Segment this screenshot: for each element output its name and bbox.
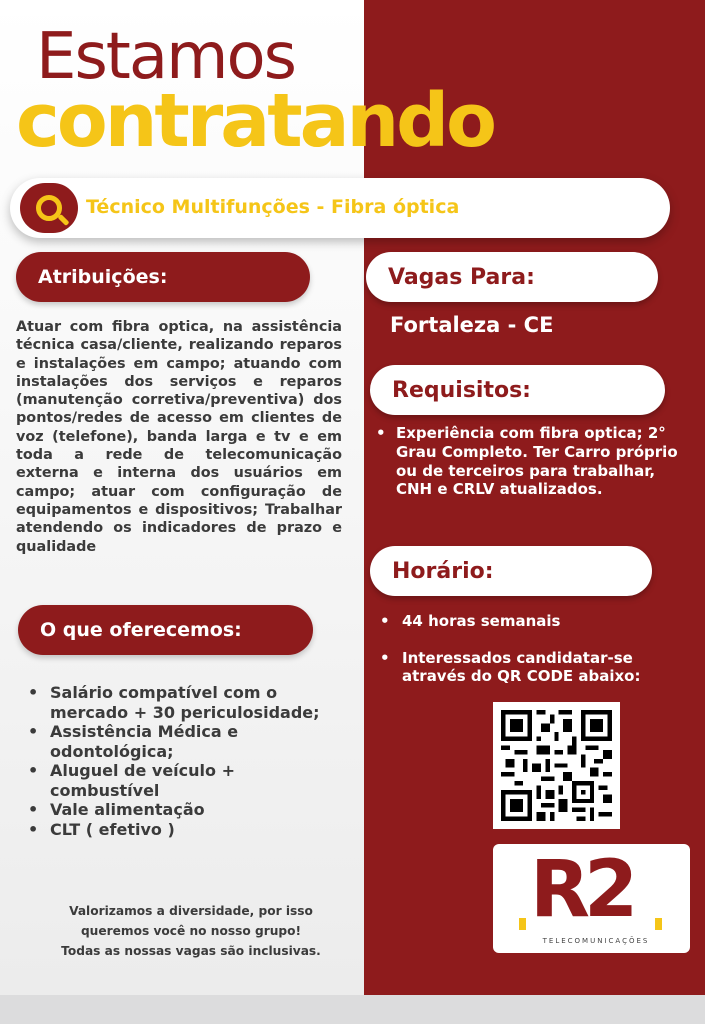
logo-subtitle: TELECOMUNICAÇÕES xyxy=(542,937,650,945)
logo-accent xyxy=(655,918,662,930)
horario-heading: Horário: xyxy=(370,546,652,596)
headline-contratando: contratando xyxy=(16,78,494,164)
horario-list xyxy=(380,612,690,704)
list-item: • Vale alimentação xyxy=(28,800,348,820)
oferecemos-list xyxy=(28,683,348,839)
logo-mark: R2 xyxy=(530,845,633,935)
list-item: • Experiência com fibra optica; 2° Grau Completo. Ter Carro próprio ou de terceiros para trabalhar, CNH e CRLV atualizados. xyxy=(376,424,686,499)
search-icon xyxy=(20,183,78,233)
headline-estamos: Estamos xyxy=(36,20,295,94)
list-item: • Aluguel de veículo + combustível xyxy=(28,761,348,800)
vagas-city: Fortaleza - CE xyxy=(390,313,554,337)
requisitos-heading: Requisitos: xyxy=(370,365,665,415)
list-item: • CLT ( efetivo ) xyxy=(28,820,348,840)
job-title: Técnico Multifunções - Fibra óptica xyxy=(86,196,460,218)
footer-line: Todas as nossas vagas são inclusivas. xyxy=(61,944,321,958)
list-item: • Assistência Médica e odontológica; xyxy=(28,722,348,761)
footer-line: queremos você no nosso grupo! xyxy=(80,924,302,938)
list-item: • 44 horas semanais xyxy=(380,612,690,631)
vagas-heading: Vagas Para: xyxy=(366,252,658,302)
footer-line: Valorizamos a diversidade, por isso xyxy=(69,904,313,918)
bottom-strip xyxy=(0,995,705,1024)
logo-accent xyxy=(519,918,526,930)
footer-note xyxy=(36,901,346,961)
qr-code-icon xyxy=(501,710,612,821)
qr-code[interactable] xyxy=(493,702,620,829)
oferecemos-heading: O que oferecemos: xyxy=(18,605,313,655)
list-item: • Salário compatível com o mercado + 30 periculosidade; xyxy=(28,683,348,722)
atribuicoes-text: Atuar com fibra optica, na assistência técnica casa/cliente, realizando reparos e instalações em campo; atuando com instalações dos serviços e reparos (manutenção corretiva/preventiva) dos pontos/redes de acesso em clientes de voz (telefone), banda larga e tv e em toda a rede de telecomunicação externa e interna dos usuários em campo; atuar com configuração de equipamentos e dispositivos; Trabalhar atendendo os indicadores de prazo e qualidade xyxy=(16,319,342,555)
requisitos-list xyxy=(376,424,686,499)
atribuicoes-heading: Atribuições: xyxy=(16,252,310,302)
list-item: • Interessados candidatar-se através do QR CODE abaixo: xyxy=(380,649,690,686)
